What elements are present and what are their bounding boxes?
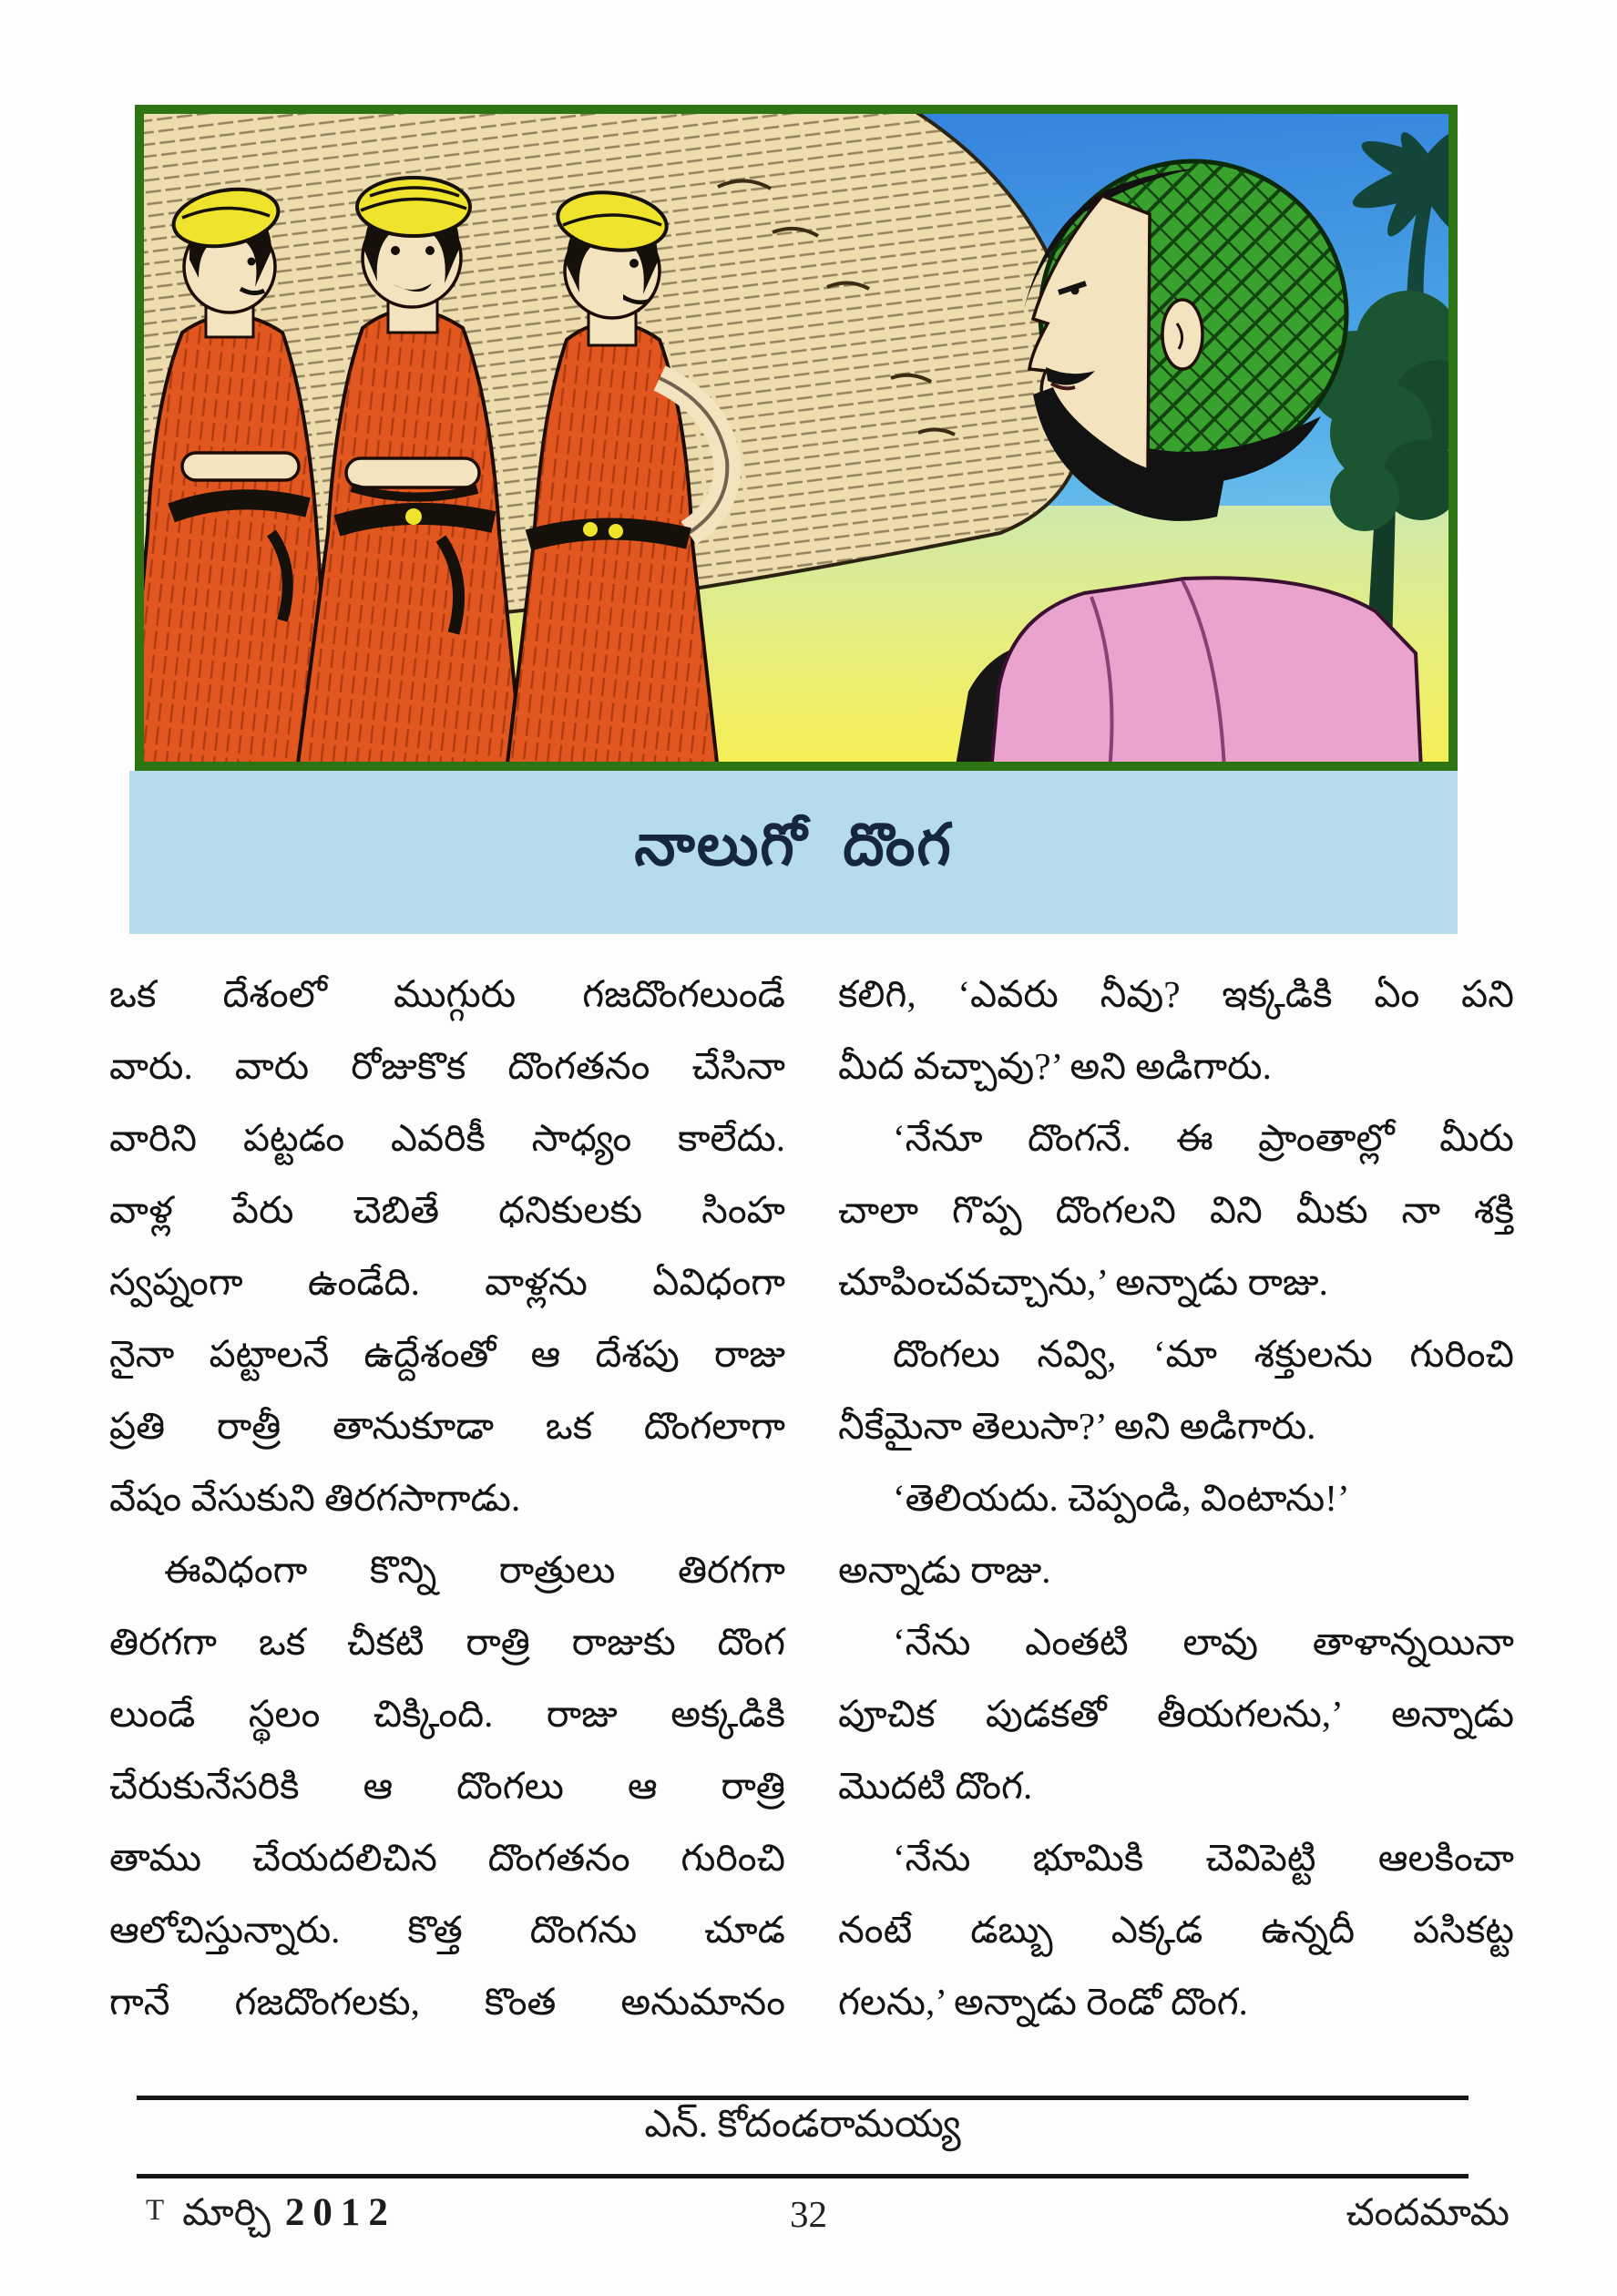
page-number: 32 <box>790 2193 827 2235</box>
king-eye <box>1071 287 1080 295</box>
text-line: మొదటి దొంగ. <box>838 1765 1033 1807</box>
divider-bottom <box>137 2174 1469 2178</box>
thief1-crossed-arms <box>182 453 299 480</box>
text-line: ‘తెలియదు. చెప్పండి, వింటాను!’ <box>893 1477 1350 1519</box>
text-line: ప్రతి రాత్రీ తానుకూడా ఒక దొంగలాగా <box>109 1405 785 1447</box>
print-mark: T <box>146 2194 165 2227</box>
right-column <box>838 958 1514 2038</box>
left-column <box>109 958 785 2038</box>
text-line: కలిగి, ‘ఎవరు నీవు? ఇక్కడికి ఏం పని <box>838 973 1514 1015</box>
story-illustration <box>135 105 1458 771</box>
text-line: ‘నేనూ దొంగనే. ఈ ప్రాంతాల్లో మీరు <box>893 1117 1514 1159</box>
thief2-crossed-arms <box>346 458 479 487</box>
text-line: చేరుకునేసరికి ఆ దొంగలు ఆ రాత్రి <box>109 1765 785 1807</box>
divider-top <box>137 2096 1469 2100</box>
text-line: లుండే స్థలం చిక్కింది. రాజు అక్కడికి <box>109 1693 785 1735</box>
text-line: నీకేమైనా తెలుసా?’ అని అడిగారు. <box>838 1405 1316 1447</box>
issue-month: మార్చి <box>182 2191 271 2233</box>
text-line: వాళ్ల పేరు చెబితే ధనికులకు సింహ <box>109 1189 785 1231</box>
text-line: వేషం వేసుకుని తిరగసాగాడు. <box>109 1477 521 1519</box>
author-byline: ఎన్. కోదండరామయ్య <box>644 2104 961 2146</box>
story-title: నాలుగో దొంగ <box>634 813 953 877</box>
text-line: ఆలోచిస్తున్నారు. కొత్త దొంగను చూడ <box>109 1909 785 1951</box>
text-line: తాము చేయదలిచిన దొంగతనం గురించి <box>109 1837 785 1879</box>
text-line: వారిని పట్టడం ఎవరికీ సాధ్యం కాలేదు. <box>109 1117 785 1159</box>
text-line: చూపించవచ్చాను,’ అన్నాడు రాజు. <box>838 1261 1328 1303</box>
text-line: ‘నేను భూమికి చెవిపెట్టి ఆలకించా <box>893 1837 1514 1879</box>
thief2-buckle <box>405 508 422 525</box>
text-line: తిరగగా ఒక చీకటి రాత్రి రాజుకు దొంగ <box>109 1621 785 1663</box>
text-line: దొంగలు నవ్వి, ‘మా శక్తులను గురించి <box>893 1333 1514 1375</box>
title-banner <box>129 771 1458 934</box>
text-line: గానే గజదొంగలకు, కొంత అనుమానం <box>109 1981 785 2023</box>
text-line: నైనా పట్టాలనే ఉద్దేశంతో ఆ దేశపు రాజు <box>109 1333 785 1375</box>
text-line: వారు. వారు రోజుకొక దొంగతనం చేసినా <box>109 1045 785 1087</box>
issue-year: 2012 <box>284 2191 396 2234</box>
text-line: స్వప్నంగా ఉండేది. వాళ్లను ఏవిధంగా <box>109 1261 785 1303</box>
text-line: ఈవిధంగా కొన్ని రాత్రులు తిరగగా <box>164 1549 785 1591</box>
illustration-scene <box>135 105 1458 771</box>
text-line: అన్నాడు రాజు. <box>838 1549 1051 1591</box>
text-line: ‘నేను ఎంతటి లావు తాళాన్నయినా <box>893 1621 1514 1663</box>
text-line: మీద వచ్చావు?’ అని అడిగారు. <box>838 1045 1272 1087</box>
text-line: పూచిక పుడకతో తీయగలను,’ అన్నాడు <box>838 1693 1514 1735</box>
text-line: నంటే డబ్బు ఎక్కడ ఉన్నదీ పసికట్ట <box>838 1909 1514 1951</box>
text-line: ఒక దేశంలో ముగ్గురు గజదొంగలుండే <box>109 973 785 1015</box>
magazine-name: చందమామ <box>1346 2191 1510 2233</box>
text-line: చాలా గొప్ప దొంగలని విని మీకు నా శక్తి <box>838 1189 1514 1231</box>
king-robe <box>991 578 1421 771</box>
text-line: గలను,’ అన్నాడు రెండో దొంగ. <box>838 1981 1248 2023</box>
thief3-belt <box>528 528 689 540</box>
